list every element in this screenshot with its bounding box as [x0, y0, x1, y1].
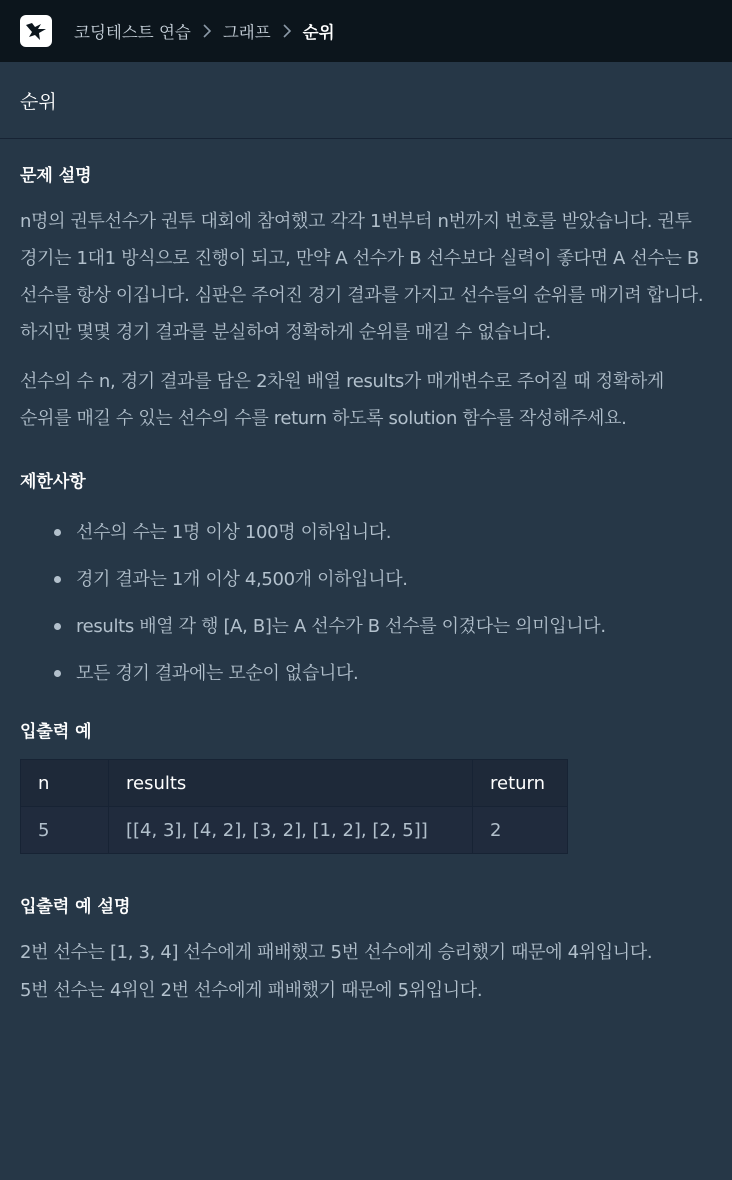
- io-example-table: [20, 759, 568, 854]
- io-example-heading: 입출력 예: [20, 722, 92, 742]
- breadcrumb-item-graph[interactable]: 그래프: [222, 23, 271, 42]
- problem-description: [0, 139, 732, 1010]
- constraints-list: [20, 509, 712, 697]
- constraint-item: results 배열 각 행 [A, B]는 A 선수가 B 선수를 이겼다는 의미입니다.: [76, 603, 712, 650]
- breadcrumb-item-coding-test[interactable]: 코딩테스트 연습: [74, 23, 191, 42]
- top-navigation-bar: [0, 0, 732, 62]
- io-explanation-heading: 입출력 예 설명: [20, 897, 131, 917]
- column-header-return: return: [473, 760, 568, 807]
- programmers-logo-icon[interactable]: [20, 15, 52, 47]
- chevron-right-icon: [202, 24, 212, 38]
- io-explanation-line-2: 5번 선수는 4위인 2번 선수에게 패배했기 때문에 5위입니다.: [20, 980, 483, 1001]
- description-paragraph-1: n명의 권투선수가 권투 대회에 참여했고 각각 1번부터 n번까지 번호를 받았습니다. 권투 경기는 1대1 방식으로 진행이 되고, 만약 A 선수가 B 선수보다 실력이 좋다면 A 선수는 B 선수를 항상 이깁니다. 심판은 주어진 경기 결과를 가지고 선수들의 순위를 매기려 합니다. 하지만 몇몇 경기 결과를 분실하여 정확하게 순위를 매길 수 없습니다.: [20, 211, 704, 343]
- constraint-item: 선수의 수는 1명 이상 100명 이하입니다.: [76, 509, 712, 556]
- constraints-heading: 제한사항: [20, 472, 86, 492]
- cell-results: [[4, 3], [4, 2], [3, 2], [1, 2], [2, 5]]: [109, 807, 473, 854]
- io-explanation-line-1: 2번 선수는 [1, 3, 4] 선수에게 패배했고 5번 선수에게 승리했기 때문에 4위입니다.: [20, 942, 653, 963]
- cell-n: 5: [21, 807, 109, 854]
- problem-title: 순위: [20, 90, 57, 113]
- chevron-right-icon: [282, 24, 292, 38]
- column-header-results: results: [109, 760, 473, 807]
- breadcrumb-current: 순위: [302, 23, 335, 42]
- constraint-item: 경기 결과는 1개 이상 4,500개 이하입니다.: [76, 556, 712, 603]
- column-header-n: n: [21, 760, 109, 807]
- table-header-row: [21, 760, 568, 807]
- cell-return: 2: [473, 807, 568, 854]
- description-heading: 문제 설명: [20, 166, 92, 186]
- breadcrumb: [74, 19, 335, 43]
- problem-title-bar: [0, 62, 732, 139]
- constraint-item: 모든 경기 결과에는 모순이 없습니다.: [76, 650, 712, 697]
- description-paragraph-2: 선수의 수 n, 경기 결과를 담은 2차원 배열 results가 매개변수로 주어질 때 정확하게 순위를 매길 수 있는 선수의 수를 return 하도록 solution 함수를 작성해주세요.: [20, 371, 664, 429]
- table-row: [21, 807, 568, 854]
